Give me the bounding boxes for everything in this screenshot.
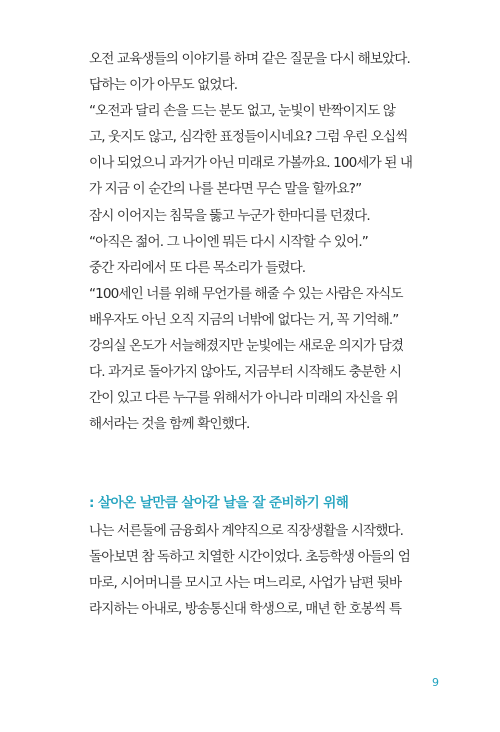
text-line: “아직은 젊어. 그 나이엔 뭐든 다시 시작할 수 있어.” bbox=[89, 233, 368, 250]
text-line: 라지하는 아내로, 방송통신대 학생으로, 매년 한 호봉씩 특 bbox=[89, 601, 402, 618]
text-line: 강의실 온도가 서늘해졌지만 눈빛에는 새로운 의지가 담겼 bbox=[89, 338, 404, 355]
text-line: 해서라는 것을 함께 확인했다. bbox=[89, 416, 250, 433]
text-line: “100세인 너를 위해 무언가를 해줄 수 있는 사람은 자식도 bbox=[89, 285, 403, 302]
text-line: 중간 자리에서 또 다른 목소리가 들렸다. bbox=[89, 259, 306, 276]
text-line: 배우자도 아닌 오직 지금의 너밖에 없다는 거, 꼭 기억해.” bbox=[89, 311, 399, 328]
text-line: 이나 되었으니 과거가 아닌 미래로 가볼까요. 100세가 된 내 bbox=[89, 155, 413, 172]
text-line: “오전과 달리 손을 드는 분도 없고, 눈빛이 반짝이지도 않 bbox=[89, 103, 396, 120]
text-line: 고, 웃지도 않고, 심각한 표정들이시네요? 그럼 우린 오십씩 bbox=[89, 129, 408, 146]
text-line: 나는 서른둘에 금융회사 계약직으로 직장생활을 시작했다. bbox=[89, 523, 404, 539]
body-text-section-1 bbox=[89, 46, 461, 437]
text-line: 답하는 이가 아무도 없었다. bbox=[89, 77, 238, 94]
text-line: 오전 교육생들의 이야기를 하며 같은 질문을 다시 해보았다. bbox=[89, 51, 410, 67]
section-heading: : 살아온 날만큼 살아갈 날을 잘 준비하기 위해 bbox=[89, 495, 349, 511]
body-text-section-2 bbox=[89, 518, 461, 622]
text-line: 가 지금 이 순간의 나를 본다면 무슨 말을 할까요?” bbox=[89, 181, 362, 198]
text-line: 돌아보면 참 독하고 치열한 시간이었다. 초등학생 아들의 엄 bbox=[89, 549, 410, 566]
page-number: 9 bbox=[432, 676, 439, 689]
text-line: 다. 과거로 돌아가지 않아도, 지금부터 시작해도 충분한 시 bbox=[89, 364, 402, 381]
text-line: 마로, 시어머니를 모시고 사는 며느리로, 사업가 남편 뒷바 bbox=[89, 575, 402, 592]
text-line: 간이 있고 다른 누구를 위해서가 아니라 미래의 자신을 위 bbox=[89, 390, 398, 407]
text-line: 잠시 이어지는 침묵을 뚫고 누군가 한마디를 던졌다. bbox=[89, 207, 370, 224]
